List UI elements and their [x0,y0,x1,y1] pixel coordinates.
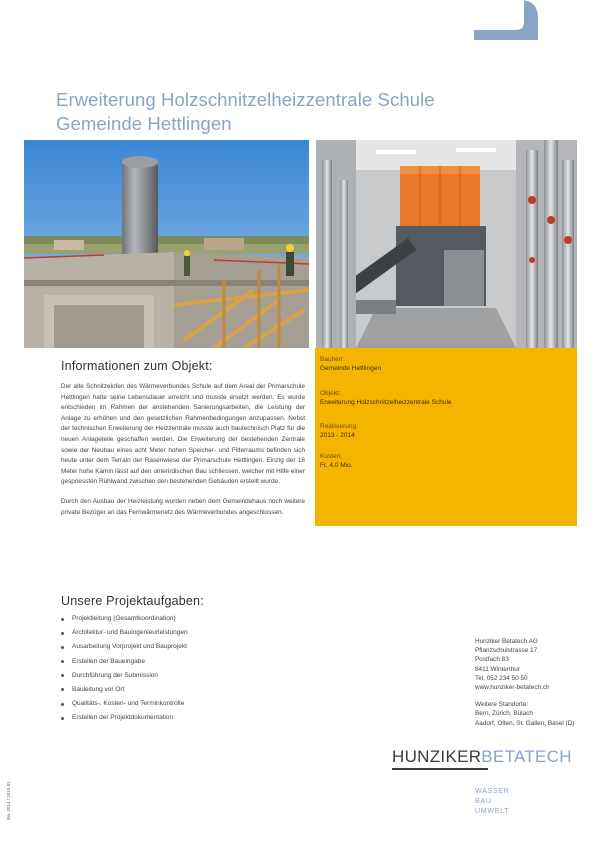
task-text: Projektleitung (Gesamtkoordination) [72,615,176,622]
list-item [61,711,188,725]
task-text: Bauleitung vor Ort [72,685,125,693]
list-item [61,697,188,711]
task-text: Qualitäts-, Kosten- und Terminkontrolle [72,700,185,708]
company-web-link[interactable]: www.hunziker-betatech.ch [475,684,550,692]
info-paragraph-1: Der alte Schnitzelofen des Wärmeverbundes Schule auf dem Areal der Primarschule Hettlingen hatte seine Lebensdauer erreicht und musste ersetzt werden. Es wurde entschieden im Rahmen der anstehenden Sanierungsarbeiten, die Leistung der Anlage zu erhöhen und den gesetzlichen Rahmenbedingungen anzupassen. Nebst der technischen Erweiterung der Heizzentrale musste auch bautechnisch Platz für die neuen Anlageteile geschaffen werden. Die Erweiterung der bestehenden Zentrale sowie der Neubau eines acht Meter hohen Speicher- und Filterraums befinden sich heute unter dem Terrain der Rasenwiese der Primarschule Hettlingen. Einzig der 18 Meter hohe Kamin lässt auf den unterirdischen Bau schliessen, welcher mit Hilfe einer gespriessten Rühlwand zwischen den bestehenden Gebäuden erstellt wurde. [61,383,305,486]
objekt-group [320,389,452,407]
task-text: Durchführung der Submission [72,671,158,679]
tasks-heading: Unsere Projektaufgaben: [61,594,204,608]
title-line-1: Erweiterung Holzschnitzelheizzentrale Schule [56,89,435,110]
locations-line-1: Bern, Zürich, Bülach [475,710,533,718]
realisierung-group [320,422,358,440]
brand-logo [392,747,572,767]
kosten-group [320,452,353,470]
list-item [61,626,188,640]
realisierung-label: Realisierung: [320,423,358,430]
brand-underline [392,768,488,770]
company-city: 8411 Winterthur [475,665,520,673]
info-body [61,382,305,527]
list-item [61,655,188,669]
heating-plant-photo-image [316,140,577,348]
bullet-icon [61,703,64,706]
bullet-icon [61,717,64,720]
company-street: Pflanzschulstrasse 17 [475,647,538,655]
list-item [61,683,188,697]
project-details-box [315,348,577,526]
logo-mark-icon [474,0,538,40]
bullet-icon [61,646,64,649]
objekt-label: Objekt: [320,390,341,397]
company-phone: Tel. 052 234 50 50 [475,674,528,682]
task-text: Erstellen der Baueingabe [72,657,145,665]
document-code: Bw. 2014 / 2015-01 [6,781,11,820]
locations-line-2: Aadorf, Olten, St. Gallen, Basel (D) [475,719,575,727]
bauherr-group [320,355,381,373]
bullet-icon [61,688,64,691]
bullet-icon [61,674,64,677]
company-pobox: Postfach 83 [475,656,509,664]
brand-tagline [475,786,509,817]
bullet-icon [61,660,64,663]
realisierung-value: 2013 - 2014 [320,432,355,439]
kosten-value: Fr. 4.0 Mio. [320,462,353,469]
tasks-list [61,612,188,726]
bullet-icon [61,632,64,635]
list-item [61,612,188,626]
tagline-line-1: WASSER [475,786,510,795]
heating-plant-photo [316,140,577,348]
title-line-2: Gemeinde Hettlingen [56,113,232,134]
info-heading: Informationen zum Objekt: [61,359,213,373]
bullet-icon [61,618,64,621]
task-text: Erstellen der Projektdokumentation [72,714,174,722]
company-name: Hunziker Betatech AG [475,638,538,645]
info-paragraph-2: Durch den Ausbau der Heizleistung wurden neben dem Gemeindehaus noch weitere private Bezüger an das Fernwärmenetz des Wärmeverbundes angeschlossen. [61,497,305,516]
list-item [61,669,188,683]
list-item [61,640,188,654]
kosten-label: Kosten: [320,453,343,460]
company-address [475,637,585,728]
construction-photo-image [24,140,309,348]
brand-part-2: BETATECH [481,747,572,766]
bauherr-value: Gemeinde Hettlingen [320,365,382,372]
task-text: Architektur- und Bauingenieurleistungen [72,629,188,637]
tagline-line-3: UMWELT [475,806,510,816]
brand-part-1: HUNZIKER [392,747,482,766]
bauherr-label: Bauherr: [320,356,345,363]
page-title [56,88,556,136]
tagline-line-2: BAU [475,796,492,806]
locations-label: Weitere Standorte: [475,701,529,709]
objekt-value: Erweiterung Holzschnitzelheizzentrale Schule [320,399,452,406]
construction-photo [24,140,309,348]
task-text: Ausarbeitung Vorprojekt und Bauprojekt [72,643,187,651]
